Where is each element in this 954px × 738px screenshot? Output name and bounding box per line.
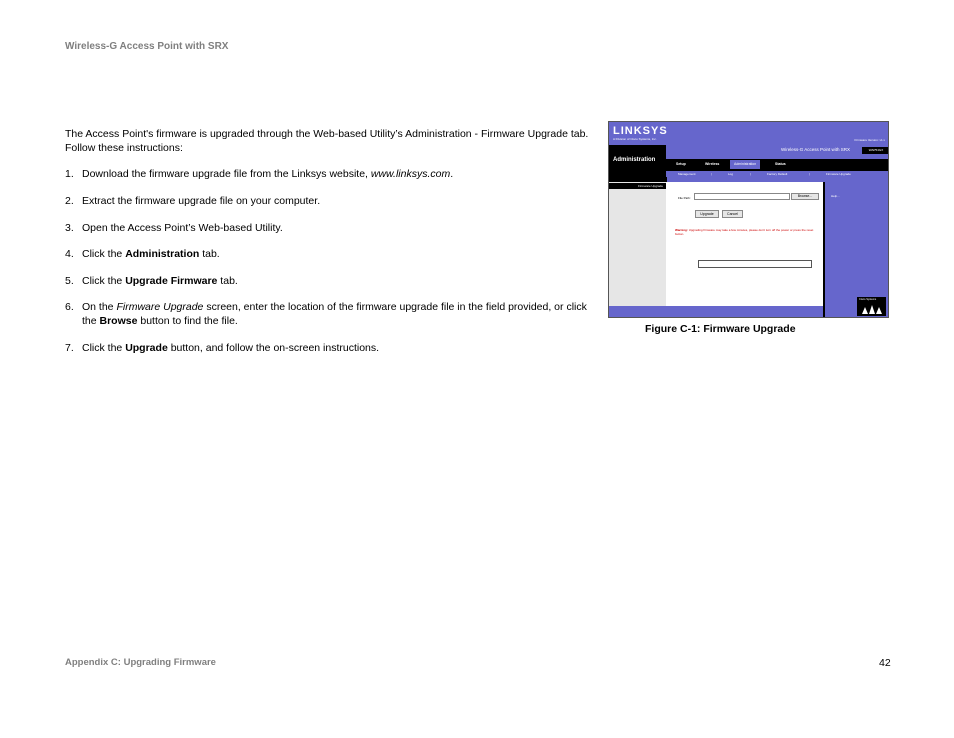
step-item [65,167,595,181]
step-text-part: Upgrade [125,342,168,354]
warning-label: Warning: [675,228,688,232]
step-text-part: On the [82,301,117,313]
upgrade-progress-bar [698,260,812,268]
step-text-part: Click the [82,248,126,260]
step-text-part: . [450,168,454,180]
bottom-bar [609,306,823,318]
tab-administration[interactable]: Administration [730,160,760,169]
figure-caption: Figure C-1: Firmware Upgrade [645,323,796,335]
step-text-part: button to find the file. [137,315,238,327]
page-number: 42 [879,657,891,669]
tab-setup[interactable]: Setup [676,162,686,166]
subtab-firmware-upgrade[interactable]: Firmware Upgrade [826,172,851,176]
title-bar [666,145,889,159]
step-text-part: Browse [99,315,138,327]
product-name: Wireless-G Access Point with SRX [781,147,851,152]
step-text-part: tab. [199,248,220,260]
subtab-factory-default[interactable]: Factory Default [767,172,788,176]
sidebar [609,182,666,306]
step-text [82,274,595,288]
upgrade-button[interactable]: Upgrade [695,210,719,218]
subtab-separator: | [711,172,712,176]
step-text-part: Open the Access Point’s Web-based Utility. [82,222,283,234]
step-text-part: Extract the firmware upgrade file on your computer. [82,195,321,207]
page-header: Wireless-G Access Point with SRX [65,41,229,52]
step-item [65,247,595,261]
step-text [82,194,595,208]
subtab-separator: | [750,172,751,176]
warning-message [675,228,817,236]
tab-wireless[interactable]: Wireless [705,162,720,166]
section-title: Administration [613,157,656,163]
step-text [82,167,595,181]
logo-subtitle: A Division of Cisco Systems, Inc. [613,137,657,141]
step-text [82,300,595,328]
file-path-label: File Path: [678,196,691,200]
intro-paragraph: The Access Point's firmware is upgraded through the Web-based Utility’s Administration - Firmware Upgrade tab. Follow these instructions: [65,128,589,154]
step-text-part: Click the [82,275,126,287]
cisco-logo-text: Cisco Systems [859,298,877,301]
help-divider [823,182,825,318]
subtab-separator: | [809,172,810,176]
step-text-part: Click the [82,342,126,354]
step-text-part: Upgrade Firmware [125,275,218,287]
step-item [65,274,595,288]
step-text-part: screen, enter the location of the firmware upgrade file in the field provided, or click the [82,301,587,327]
cisco-bars-icon [861,305,883,314]
linksys-logo: LINKSYS [613,125,668,137]
step-text-part: Firmware Upgrade [116,301,204,313]
step-number: 3. [65,222,74,234]
step-item [65,341,595,355]
step-text-part: Download the firmware upgrade file from the Linksys website, [82,168,371,180]
tab-status[interactable]: Status [775,162,786,166]
file-path-input[interactable] [694,193,790,200]
warning-text: Upgrading firmware may take a few minutes, please don't turn off the power or press the reset button. [675,228,814,236]
step-number: 4. [65,248,74,260]
step-number: 6. [65,301,74,313]
step-text [82,341,595,355]
step-number: 2. [65,195,74,207]
page-footer: Appendix C: Upgrading Firmware [65,657,216,668]
firmware-version: Firmware Version: v1.x [854,138,885,142]
sidebar-header: Firmware Upgrade [609,183,666,189]
step-item [65,194,595,208]
model-badge: WAP54GX [862,147,889,154]
help-link[interactable]: Help... [831,194,840,198]
step-item [65,300,595,328]
step-number: 5. [65,275,74,287]
step-text-part: Administration [125,248,200,260]
step-number: 7. [65,342,74,354]
step-text [82,247,595,261]
subtab-management[interactable]: Management [678,172,696,176]
step-item [65,221,595,235]
subtab-log[interactable]: Log [728,172,734,176]
firmware-upgrade-screenshot [608,121,889,318]
content-panel [666,182,823,306]
cancel-button[interactable]: Cancel [722,210,743,218]
step-number: 1. [65,168,74,180]
step-text-part: tab. [217,275,238,287]
step-text-part: www.linksys.com [370,168,451,180]
step-text [82,221,595,235]
step-text-part: button, and follow the on-screen instructions. [167,342,380,354]
browse-button[interactable]: Browse... [791,193,819,200]
